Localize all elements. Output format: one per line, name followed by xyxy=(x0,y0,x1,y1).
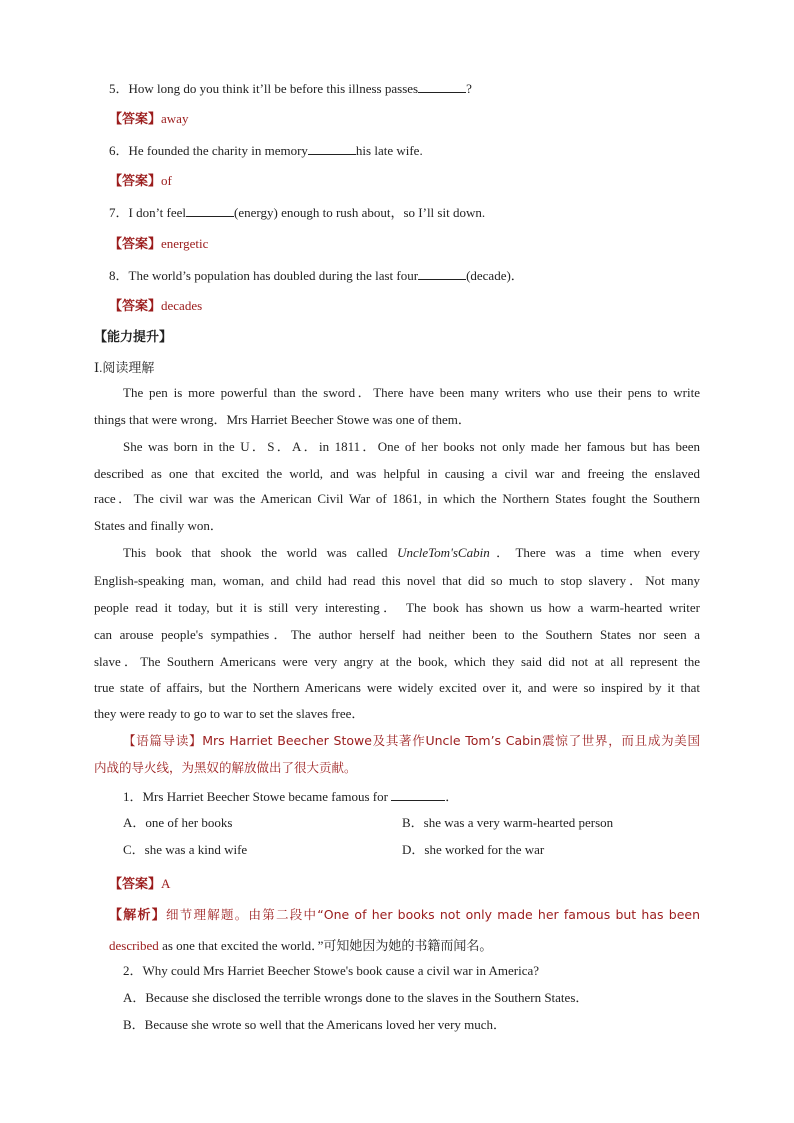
passage-line: English-speaking man, woman, and child had read this novel that did so much to stop slavery．Not many xyxy=(94,573,700,588)
answer-value: away xyxy=(161,111,189,126)
question-5 xyxy=(109,80,472,97)
question-1-stem: 1．Mrs Harriet Beecher Stowe became famous for xyxy=(123,789,388,804)
question-6-end: his late wife. xyxy=(355,143,423,158)
passage-line: The pen is more powerful than the sword．There have been many writers who use their pens to write xyxy=(123,385,700,400)
blank-line xyxy=(186,204,234,217)
question-6-text: 6．He founded the charity in memory xyxy=(109,143,308,158)
analysis-text: as one that excited the world．”可知她因为她的书籍而闻名。 xyxy=(158,938,493,953)
question-5-text: 5．How long do you think it’ll be before this illness passes xyxy=(109,81,419,96)
passage-text: This book that shook the world was called xyxy=(123,545,398,560)
answer-1 xyxy=(109,876,170,892)
passage-line: described as one that excited the world, and was helpful in causing a civil war and freeing the enslaved xyxy=(94,466,700,481)
question-1 xyxy=(123,788,458,805)
option-b: B．Because she wrote so well that the Americans loved her very much． xyxy=(123,1017,507,1032)
passage-line: slave．The Southern Americans were very angry at the book, which they said did not at all represent the xyxy=(94,654,700,669)
section-title: 【能力提升】 xyxy=(94,329,173,344)
answer-7 xyxy=(109,236,208,252)
answer-value: of xyxy=(161,173,172,188)
blank-line xyxy=(391,788,445,801)
answer-6 xyxy=(109,173,172,189)
passage-line: things that were wrong．Mrs Harriet Beecher Stowe was one of them． xyxy=(94,412,471,427)
question-8 xyxy=(109,267,524,284)
question-6 xyxy=(109,142,423,159)
answer-8 xyxy=(109,298,202,314)
answer-tag: 【答案】 xyxy=(109,111,162,126)
passage-text: ．There was a time when every xyxy=(489,545,700,560)
guide-line: 【语篇导读】Mrs Harriet Beecher Stowe及其著作Uncle Tom’s Cabin震惊了世界，而且成为美国 xyxy=(123,733,700,748)
option-a: A．Because she disclosed the terrible wrongs done to the slaves in the Southern States． xyxy=(123,990,589,1005)
answer-tag: 【答案】 xyxy=(109,236,162,251)
passage-line: race．The civil war was the American Civil War of 1861, in which the Northern States fought the Southern xyxy=(94,491,700,506)
book-title: UncleTom'sCabin xyxy=(397,545,490,560)
guide-line: 内战的导火线，为黑奴的解放做出了很大贡献。 xyxy=(94,760,357,775)
option-d: D．she worked for the war xyxy=(402,842,545,857)
analysis-text: 细节理解题。由第二段中“One of her books not only made her famous but has been xyxy=(166,907,700,922)
subsection-title: Ⅰ.阅读理解 xyxy=(94,360,155,375)
passage-line: States and finally won． xyxy=(94,518,223,533)
passage-line: they were ready to go to war to set the slaves free． xyxy=(94,706,365,721)
question-2: 2．Why could Mrs Harriet Beecher Stowe's book cause a civil war in America? xyxy=(123,963,540,978)
question-7-end: (energy) enough to rush about，so I’ll sit down. xyxy=(234,205,486,220)
answer-tag: 【答案】 xyxy=(109,876,162,891)
question-8-text: 8．The world’s population has doubled during the last four xyxy=(109,268,419,283)
analysis-line xyxy=(109,938,492,954)
answer-5 xyxy=(109,111,188,127)
answer-tag: 【答案】 xyxy=(109,298,162,313)
blank-line xyxy=(308,142,356,155)
analysis-tag: 【解析】 xyxy=(109,907,167,922)
passage-line: true state of affairs, but the Northern Americans were widely excited over it, and were so inspired by it that xyxy=(94,680,700,695)
question-1-end: ． xyxy=(445,789,459,804)
answer-value: decades xyxy=(161,298,203,313)
option-a: A．one of her books xyxy=(123,815,233,830)
blank-line xyxy=(418,80,466,93)
passage-line: can arouse people's sympathies．The author herself had neither been to the Southern States nor seen a xyxy=(94,627,700,642)
question-8-end: (decade)． xyxy=(466,268,524,283)
question-5-end: ? xyxy=(466,81,472,96)
question-7 xyxy=(109,204,485,221)
passage-line: people read it today, but it is still very interesting． The book has shown us how a warm-hearted writer xyxy=(94,600,700,615)
analysis-line xyxy=(109,907,700,923)
answer-value: energetic xyxy=(161,236,209,251)
blank-line xyxy=(418,267,466,280)
analysis-quote: described xyxy=(109,938,159,953)
passage-line xyxy=(123,545,700,561)
answer-tag: 【答案】 xyxy=(109,173,162,188)
answer-value: A xyxy=(161,876,171,891)
passage-line: She was born in the U．S．A．in 1811．One of her books not only made her famous but has been xyxy=(123,439,700,454)
option-c: C．she was a kind wife xyxy=(123,842,248,857)
question-7-text: 7．I don’t feel xyxy=(109,205,187,220)
option-b: B．she was a very warm-hearted person xyxy=(402,815,614,830)
